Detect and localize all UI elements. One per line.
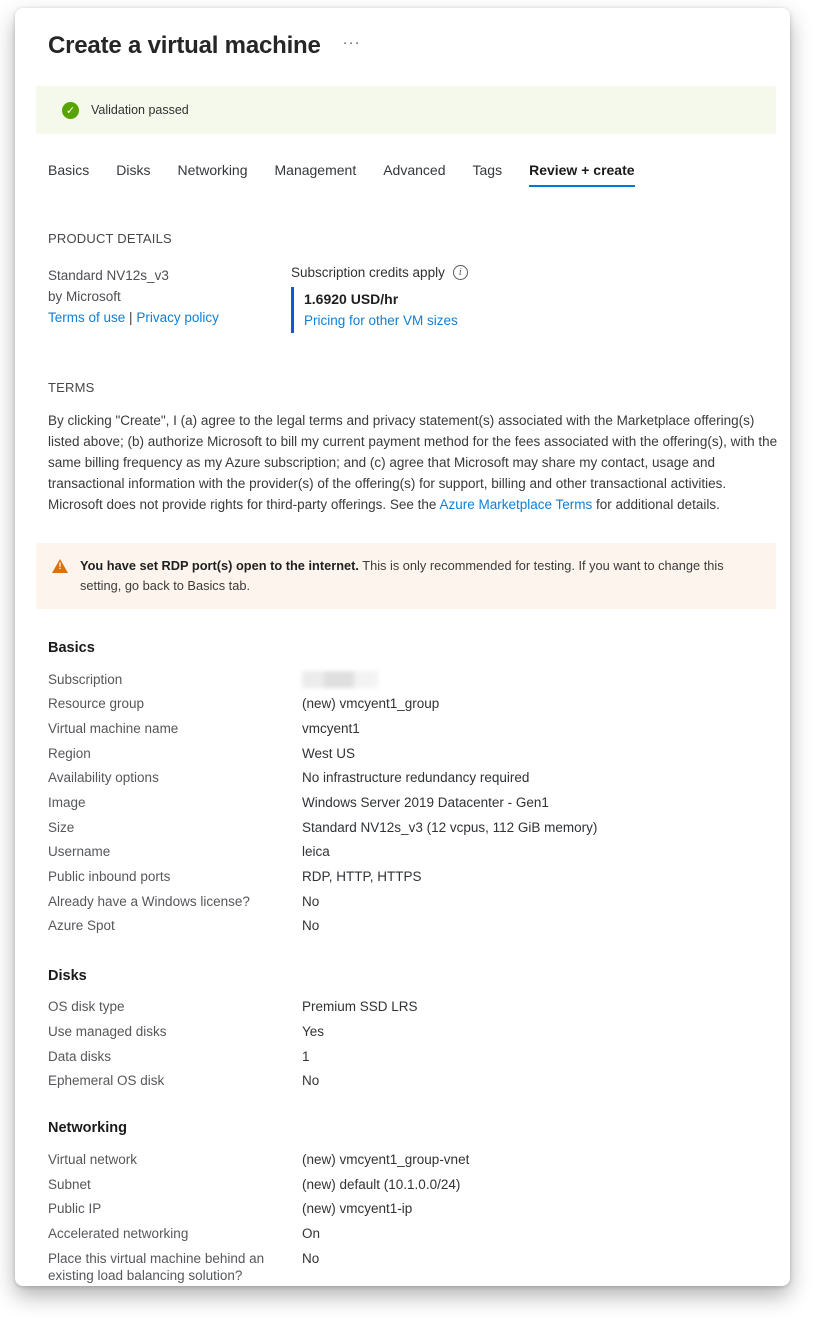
review-row-windows-license [48,889,776,914]
product-details [48,265,776,333]
tab-disks[interactable]: Disks [116,162,151,178]
review-row-region [48,741,776,766]
review-row-size [48,815,776,840]
section-networking [48,1120,776,1286]
row-value: (new) vmcyent1_group [302,696,440,712]
subscription-credits [291,265,468,280]
link-separator: | [129,310,133,325]
row-label: Use managed disks [48,1023,167,1039]
check-circle-icon: ✓ [62,102,79,119]
row-label: Region [48,745,91,761]
review-row-data-disks [48,1044,776,1069]
review-row-accelerated-networking [48,1221,776,1246]
tab-advanced[interactable]: Advanced [383,162,446,178]
row-label: Public inbound ports [48,869,171,885]
review-row-public-ip [48,1197,776,1222]
validation-banner [36,86,776,134]
redacted-value [302,671,378,689]
tab-tags[interactable]: Tags [472,162,503,178]
row-label: Virtual machine name [48,720,179,736]
row-label: Virtual network [48,1151,138,1167]
more-options-button[interactable]: ··· [342,34,361,51]
row-label: OS disk type [48,999,125,1015]
review-row-ephemeral-os-disk [48,1069,776,1094]
rdp-warning-banner [36,543,776,609]
validation-message: Validation passed [91,103,189,117]
review-row-os-disk-type [48,995,776,1020]
product-publisher: by Microsoft [48,289,121,304]
row-value: No [302,918,320,934]
section-disks [48,968,776,1094]
warning-triangle-icon [52,559,68,573]
row-value: West US [302,745,356,761]
review-row-managed-disks [48,1019,776,1044]
product-name: Standard NV12s_v3 [48,268,169,283]
row-value: On [302,1225,321,1241]
row-label: Place this virtual machine behind an existing load balancing solution? [48,1250,265,1284]
review-row-availability [48,766,776,791]
section-basics-title: Basics [48,640,95,656]
tab-bar [48,162,776,187]
row-label: Azure Spot [48,918,115,934]
page-header [48,32,776,60]
review-row-inbound-ports [48,865,776,890]
terms-text-before: By clicking "Create", I (a) agree to the legal terms and privacy statement(s) associated with the Marketplace offering(s) listed above; (b) authorize Microsoft to bill my current payment method for the fees associated with the offering(s), with the same billing frequency as my Azure subscription; and (c) agree that Microsoft may share my contact, usage and transactional information with the provider(s) of the offering(s) for support, billing and other transactional activities. Microsoft does not provide rights for third-party offerings. See the [48,413,778,512]
row-value: Windows Server 2019 Datacenter - Gen1 [302,795,549,811]
row-label: Data disks [48,1048,112,1064]
row-label: Subnet [48,1176,91,1192]
product-links [48,307,291,328]
tab-management[interactable]: Management [274,162,357,178]
row-value: Premium SSD LRS [302,999,418,1015]
review-row-image [48,790,776,815]
warning-message [80,556,760,596]
section-networking-title: Networking [48,1120,127,1137]
terms-of-use-link[interactable]: Terms of use [48,310,126,325]
azure-marketplace-terms-link[interactable]: Azure Marketplace Terms [439,497,593,512]
warning-detail-text: This is only recommended for testing. If you want to change this setting, go back to Basics tab. [80,558,724,593]
section-disks-title: Disks [48,967,87,984]
row-label: Accelerated networking [48,1225,189,1241]
row-value: No [302,1073,320,1089]
row-label: Image [48,795,86,811]
product-details-heading: PRODUCT DETAILS [48,231,172,246]
pricing-other-sizes-link[interactable]: Pricing for other VM sizes [304,313,458,328]
price-per-hour: 1.6920 USD/hr [304,291,399,307]
row-label: Subscription [48,671,123,687]
row-label: Resource group [48,696,145,712]
row-value: (new) default (10.1.0.0/24) [302,1176,461,1192]
tab-review-create[interactable]: Review + create [529,162,634,187]
row-value: RDP, HTTP, HTTPS [302,869,422,885]
review-row-resource-group [48,692,776,717]
review-row-username [48,840,776,865]
row-label: Username [48,844,111,860]
row-value: No [302,893,320,909]
row-value: vmcyent1 [302,720,360,736]
row-value: leica [302,844,330,860]
privacy-policy-link[interactable]: Privacy policy [136,310,219,325]
pricing-link-row [304,310,468,331]
review-row-virtual-network [48,1147,776,1172]
row-label: Size [48,819,75,835]
review-row-azure-spot [48,914,776,939]
row-value: (new) vmcyent1_group-vnet [302,1151,470,1167]
review-row-subnet [48,1172,776,1197]
row-value: (new) vmcyent1-ip [302,1201,413,1217]
info-icon[interactable]: i [453,265,468,280]
price-block [291,287,468,333]
review-row-vm-name [48,716,776,741]
tab-networking[interactable]: Networking [177,162,248,178]
page-title: Create a virtual machine [48,32,321,59]
terms-text-after: for additional details. [592,497,720,512]
row-value: Standard NV12s_v3 (12 vcpus, 112 GiB memory) [302,819,598,835]
terms-paragraph [48,410,783,515]
product-details-left [48,265,291,333]
row-value: No infrastructure redundancy required [302,770,530,786]
row-label: Public IP [48,1201,102,1217]
warning-bold-text: You have set RDP port(s) open to the internet. [80,558,359,573]
row-value: No [302,1250,320,1266]
row-label: Ephemeral OS disk [48,1073,165,1089]
section-basics [48,640,776,939]
subscription-credits-label: Subscription credits apply [291,265,445,280]
review-row-load-balancing [48,1246,776,1286]
row-value: Yes [302,1023,325,1039]
create-vm-panel [15,8,790,1286]
product-details-right [291,265,468,333]
row-value: 1 [302,1048,310,1064]
tab-basics[interactable]: Basics [48,162,90,178]
row-label: Already have a Windows license? [48,893,250,909]
terms-heading: TERMS [48,380,95,395]
row-label: Availability options [48,770,159,786]
review-row-subscription [48,667,776,692]
